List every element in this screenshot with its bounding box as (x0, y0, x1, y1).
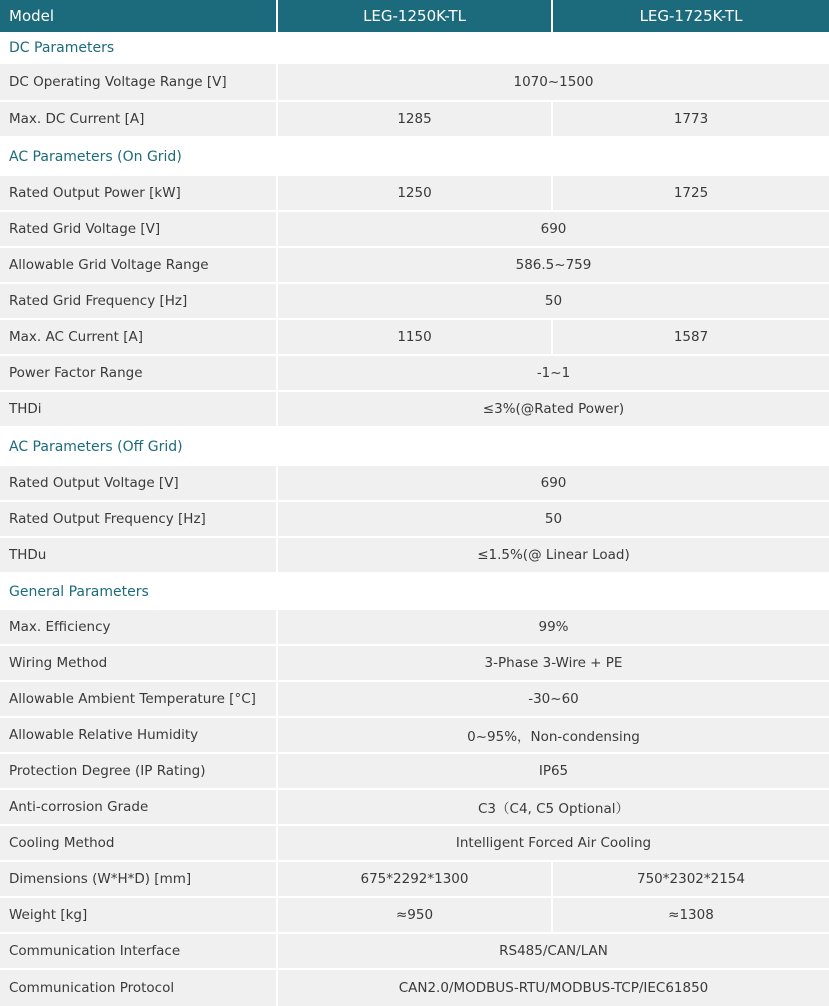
row-label: Anti-corrosion Grade (0, 790, 278, 824)
row-label: DC Operating Voltage Range [V] (0, 64, 278, 100)
table-row (0, 466, 829, 502)
row-label: Allowable Ambient Temperature [°C] (0, 682, 278, 716)
row-value: 1070~1500 (513, 74, 594, 90)
row-label: Power Factor Range (0, 356, 278, 390)
header-model-1: LEG-1250K-TL (278, 0, 553, 32)
section-title: AC Parameters (On Grid) (0, 138, 829, 176)
row-value: CAN2.0/MODBUS-RTU/MODBUS-TCP/IEC61850 (398, 980, 709, 996)
row-value-1: ≈950 (278, 898, 553, 932)
table-row (0, 284, 829, 320)
table-row (0, 970, 829, 1006)
table-row (0, 356, 829, 392)
row-value-2: 750*2302*2154 (637, 871, 745, 887)
row-label: Rated Output Power [kW] (0, 176, 278, 210)
row-label: Max. AC Current [A] (0, 320, 278, 354)
row-value: 3-Phase 3-Wire + PE (484, 655, 623, 671)
row-label: Rated Output Frequency [Hz] (0, 502, 278, 536)
table-row (0, 538, 829, 574)
row-value: 690 (540, 221, 567, 237)
section-title: AC Parameters (Off Grid) (0, 428, 829, 466)
row-value: 0~95%，Non-condensing (467, 729, 640, 745)
table-row (0, 718, 829, 754)
row-label: Communication Interface (0, 934, 278, 968)
table-row (0, 64, 829, 102)
table-row (0, 934, 829, 970)
row-value-1: 1250 (278, 176, 553, 210)
table-row (0, 754, 829, 790)
row-label: THDi (0, 392, 278, 426)
row-value: 99% (538, 619, 569, 635)
table-row (0, 320, 829, 356)
row-label: Dimensions (W*H*D) [mm] (0, 862, 278, 896)
row-label: Wiring Method (0, 646, 278, 680)
row-label: THDu (0, 538, 278, 572)
table-row (0, 502, 829, 538)
table-row (0, 826, 829, 862)
row-label: Rated Output Voltage [V] (0, 466, 278, 500)
table-row (0, 862, 829, 898)
row-value: 50 (544, 511, 563, 527)
row-value: -30~60 (528, 691, 579, 707)
table-row (0, 790, 829, 826)
row-value-1: 675*2292*1300 (278, 862, 553, 896)
row-value-2: 1587 (673, 329, 709, 345)
row-value: IP65 (538, 763, 569, 779)
row-label: Allowable Relative Humidity (0, 718, 278, 752)
table-row (0, 392, 829, 428)
table-row (0, 212, 829, 248)
row-label: Allowable Grid Voltage Range (0, 248, 278, 282)
row-value-1: 1285 (278, 102, 553, 136)
row-label: Rated Grid Frequency [Hz] (0, 284, 278, 318)
row-value-1: 1150 (278, 320, 553, 354)
row-label: Rated Grid Voltage [V] (0, 212, 278, 246)
row-value: 690 (540, 475, 567, 491)
section-title: DC Parameters (0, 32, 829, 64)
header-model-2: LEG-1725K-TL (639, 7, 743, 25)
row-value-2: ≈1308 (668, 907, 714, 923)
table-header (0, 0, 829, 32)
row-value: 586.5~759 (515, 257, 592, 273)
row-label: Weight [kg] (0, 898, 278, 932)
row-label: Max. Efficiency (0, 610, 278, 644)
row-value: ≤3%(@Rated Power) (482, 401, 625, 417)
table-row (0, 102, 829, 138)
row-value: C3（C4, C5 Optional） (478, 801, 629, 817)
row-value: RS485/CAN/LAN (499, 943, 608, 959)
row-label: Protection Degree (IP Rating) (0, 754, 278, 788)
table-row (0, 248, 829, 284)
row-label: Communication Protocol (0, 970, 278, 1006)
row-label: Max. DC Current [A] (0, 102, 278, 136)
row-label: Cooling Method (0, 826, 278, 860)
table-row (0, 898, 829, 934)
table-row (0, 646, 829, 682)
row-value: ≤1.5%(@ Linear Load) (477, 547, 630, 563)
row-value: -1~1 (536, 365, 571, 381)
table-row (0, 682, 829, 718)
section-title: General Parameters (0, 574, 829, 610)
header-model: Model (0, 0, 278, 32)
row-value-2: 1773 (673, 111, 709, 127)
row-value: 50 (544, 293, 563, 309)
row-value-2: 1725 (673, 185, 709, 201)
table-row (0, 610, 829, 646)
table-row (0, 176, 829, 212)
row-value: Intelligent Forced Air Cooling (455, 835, 652, 851)
